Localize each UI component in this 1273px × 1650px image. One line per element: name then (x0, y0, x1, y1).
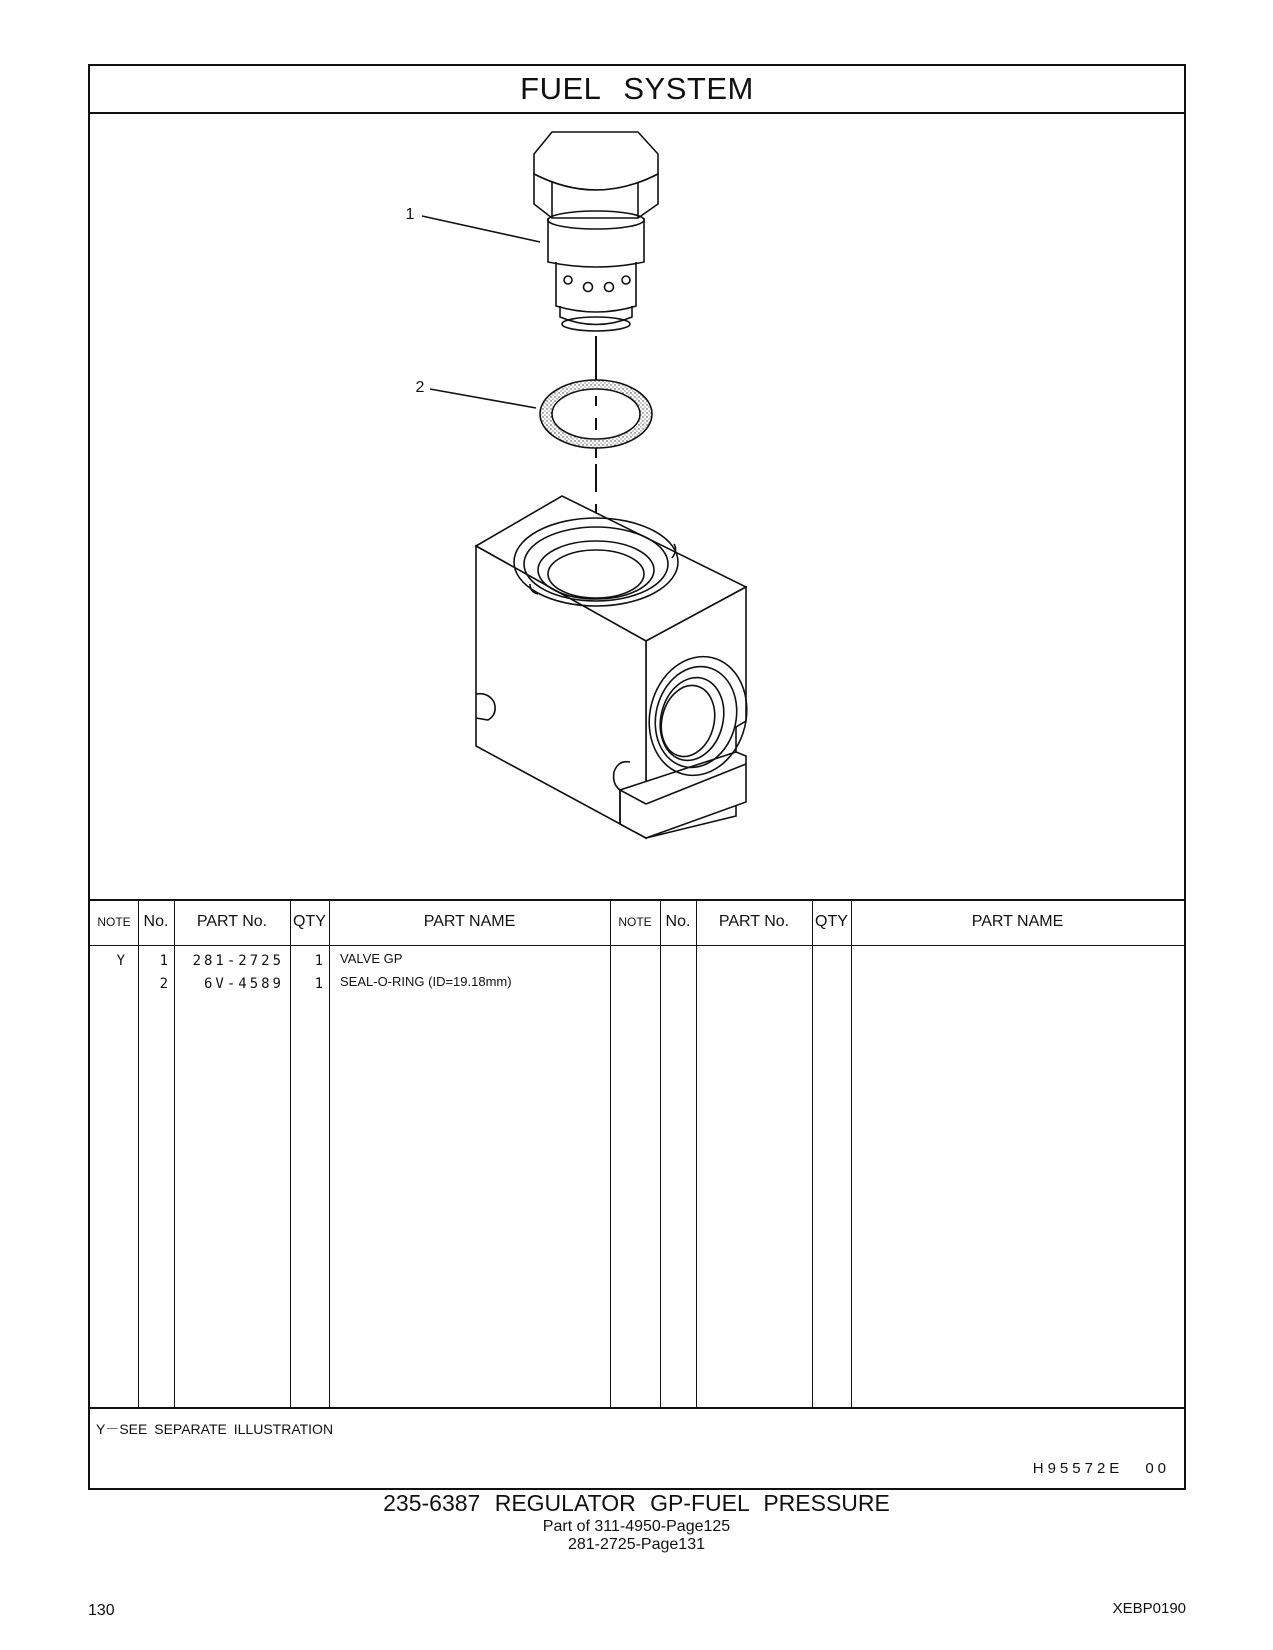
column-divider (329, 899, 330, 1407)
valve-gp-part (534, 132, 658, 331)
row-2-qty: 1 (314, 976, 323, 992)
regulator-housing-block (476, 496, 759, 838)
col-header-no: No. (143, 913, 169, 930)
exploded-view-illustration (90, 112, 1184, 901)
col-header-qty-2: QTY (815, 913, 848, 930)
row-2-part-name: SEAL-O-RING (ID=19.18mm) (340, 974, 512, 989)
page-number: 130 (88, 1602, 115, 1619)
drawing-code-number: H95572E (1032, 1460, 1124, 1477)
column-divider (660, 899, 661, 1407)
col-header-note-2: NOTE (618, 915, 652, 929)
footnote: Y－SEE SEPARATE ILLUSTRATION (96, 1421, 334, 1437)
drawing-code (1033, 1460, 1170, 1477)
col-header-part-no-2: PART No. (718, 913, 790, 930)
col-header-part-no: PART No. (196, 913, 268, 930)
callout-1: 1 (405, 206, 415, 223)
row-1-part-name: VALVE GP (340, 951, 403, 966)
section-title: FUEL SYSTEM (90, 66, 1184, 114)
column-divider (696, 899, 697, 1407)
column-divider (812, 899, 813, 1407)
col-header-qty: QTY (293, 913, 326, 930)
row-2-note (90, 974, 128, 994)
col-header-no-2: No. (665, 913, 691, 930)
assembly-reference-2: 281-2725-Page131 (567, 1536, 705, 1553)
assembly-reference-1: Part of 311-4950-Page125 (542, 1518, 731, 1535)
header-divider (90, 945, 1184, 946)
row-1-qty: 1 (314, 953, 323, 969)
column-divider (610, 899, 611, 1407)
column-divider (851, 899, 852, 1407)
col-header-note: NOTE (97, 915, 131, 929)
callout-2: 2 (415, 379, 425, 396)
row-1-note: Y (116, 953, 128, 969)
col-header-part-name: PART NAME (423, 913, 516, 930)
row-2-no: 2 (159, 976, 168, 992)
col-header-part-name-2: PART NAME (971, 913, 1064, 930)
parts-list-table (90, 899, 1184, 1409)
drawing-code-revision: 00 (1145, 1460, 1170, 1477)
parts-page-frame (88, 64, 1186, 1490)
row-1-no: 1 (159, 953, 168, 969)
seal-o-ring-part (540, 380, 652, 448)
assembly-title: 235-6387 REGULATOR GP-FUEL PRESSURE (383, 1490, 890, 1516)
row-2-part-no: 6V-4589 (203, 976, 284, 992)
document-id: XEBP0190 (1112, 1600, 1186, 1617)
row-1-part-no: 281-2725 (192, 953, 284, 969)
